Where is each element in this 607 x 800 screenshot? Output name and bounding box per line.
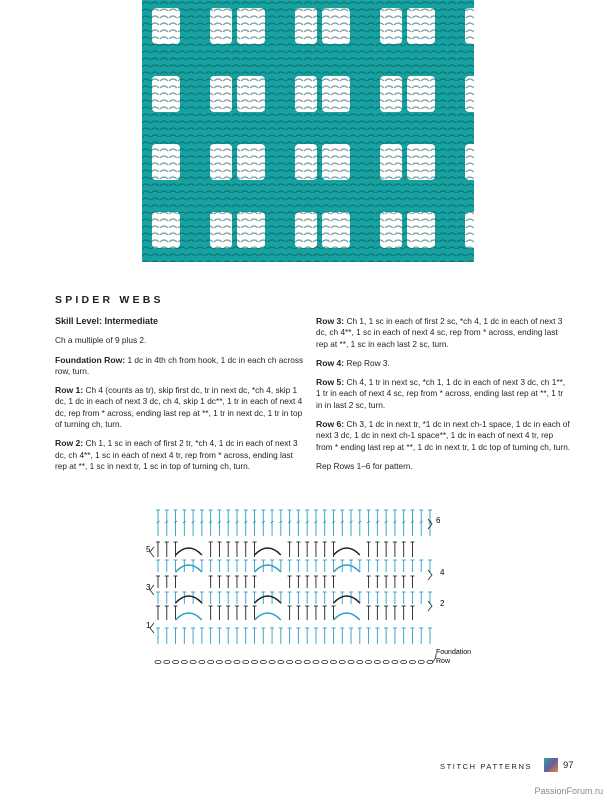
swatch-hole [465,212,474,248]
chain-stitch [295,660,301,663]
chain-stitch [155,660,161,663]
row-text: Rep Row 3. [344,357,390,368]
row-text: 1 dc in 4th ch from hook, 1 dc in each ch across row, turn. [55,354,304,376]
row-1 [55,385,305,430]
chain-arch [176,565,202,572]
row-label: Row 6: [316,419,345,430]
chain-stitch [164,660,170,663]
chain-stitch [374,660,380,663]
chain-arch [176,613,202,620]
row-5 [316,377,571,411]
footer-logo-icon [544,758,558,772]
chain-stitch [330,660,336,663]
chain-arch [255,613,281,620]
chain-stitch [383,660,389,663]
chain-stitch [322,660,328,663]
swatch-hole [407,144,435,180]
crochet-swatch-image [142,0,474,273]
row-label: Row 2: [55,438,84,449]
row-number-5: 5 [146,545,151,554]
chain-arch [333,548,359,555]
chain-stitch [357,660,363,663]
row-4 [316,358,571,369]
swatch-hole [210,212,232,248]
row-text: Ch 1, 1 sc in each of first 2 sc, *ch 4, 1 dc in each of next 3 dc, ch 4**, 1 sc in each of next 4 sc, rep from * across, ending last rep at **, 1 sc in each last 2 sc, turn. [316,316,563,349]
row-number-6: 6 [436,516,441,525]
row-number-3: 3 [146,583,151,592]
chain-stitch [216,660,222,663]
swatch-hole [295,212,317,248]
row-label: Foundation Row: [55,354,126,365]
chain-stitch [269,660,275,663]
row-text: Ch 1, 1 sc in each of first 2 tr, *ch 4, 1 dc in each of next 3 dc, ch 4**, 1 sc in each of next 4 tr, rep from * across, ending last rep at **, 1 sc in next tr, 1 sc in top of turning ch, turn. [55,438,298,471]
chain-stitch [199,660,205,663]
chain-stitch [287,660,293,663]
chain-arch [176,548,202,555]
row-label: Row 3: [316,316,345,326]
chain-arch [333,613,359,620]
chain-stitch [418,660,424,663]
row-label: Row 5: [316,377,345,388]
footer-section-label: STITCH PATTERNS [440,762,533,771]
chain-stitch [339,660,345,663]
chain-stitch [401,660,407,663]
turn-arrow [150,547,154,557]
row-text: Ch 4 (counts as tr), skip first dc, tr in next dc, *ch 4, skip 1 dc, 1 dc in each of next 3 dc, ch 4, skip 1 dc**, 1 tr in each of next 4 dc, rep from * across, ending last rep at **, 1 tr in next dc, 1 tr in top of turning ch, turn. [55,385,303,430]
chain-stitch [409,660,415,663]
row-2 [55,438,305,472]
foundation-label-row: Row [436,658,451,665]
row-number-4: 4 [440,568,445,577]
section-title: SPIDER WEBS [55,294,164,306]
chain-stitch [208,660,214,663]
crochet-stitch-diagram [140,502,485,677]
chain-stitch [225,660,231,663]
instructions-left-column [55,316,305,480]
chain-stitch [243,660,249,663]
chain-stitch [313,660,319,663]
swatch-hole [237,212,265,248]
row-number-1: 1 [146,621,151,630]
swatch-hole [322,212,350,248]
swatch-photo [142,0,474,273]
row-label: Row 4: [316,357,345,368]
repeat-note: Rep Rows 1–6 for pattern. [316,460,413,471]
row-6 [316,419,571,453]
chain-stitch [278,660,284,663]
chain-stitch [173,660,179,663]
chain-stitch [181,660,187,663]
chain-stitch [234,660,240,663]
watermark: PassionForum.ru [534,786,603,796]
turn-arrow [150,623,154,633]
chain-arch [176,596,202,603]
foundation-label: Foundation [436,649,472,656]
row-label: Row 1: [55,385,84,396]
chain-arch [255,565,281,572]
chain-arch [255,548,281,555]
row-text: Ch 4, 1 tr in next sc, *ch 1, 1 dc in each of next 3 dc, ch 1**, 1 tr in each of next 4 sc, rep from * across, ending last rep at **, 1 tr in in last 2 sc, turn. [316,377,566,410]
chain-stitch [304,660,310,663]
chain-arch [333,565,359,572]
chain-arch [255,596,281,603]
turn-arrow [150,585,154,595]
swatch-hole [380,212,402,248]
chain-stitch [348,660,354,663]
chain-stitch [252,660,258,663]
chain-stitch [260,660,266,663]
instructions-right-column [316,316,571,480]
swatch-hole [152,212,180,248]
row-text: Ch 3, 1 dc in next tr, *1 dc in next ch-1 space, 1 dc in each of next 3 dc, 1 dc in next ch-1 space**, 1 dc in each of next 4 tr, rep from * ending last rep at **, 1 dc in next tr, 1 dc top of turning ch, turn. [316,419,571,452]
swatch-hole [407,212,435,248]
row-3 [316,316,571,350]
chain-stitch [366,660,372,663]
skill-level: Skill Level: Intermediate [55,316,159,326]
chain-stitch [392,660,398,663]
swatch-bottom-edge [142,262,474,273]
page-number: 97 [563,760,574,771]
swatch-hole [322,8,350,44]
diagram-stitches [150,510,436,664]
multiple-note: Ch a multiple of 9 plus 2. [55,335,147,346]
row-foundation [55,355,305,378]
chain-stitch [190,660,196,663]
row-number-2: 2 [440,599,445,608]
chain-arch [333,596,359,603]
